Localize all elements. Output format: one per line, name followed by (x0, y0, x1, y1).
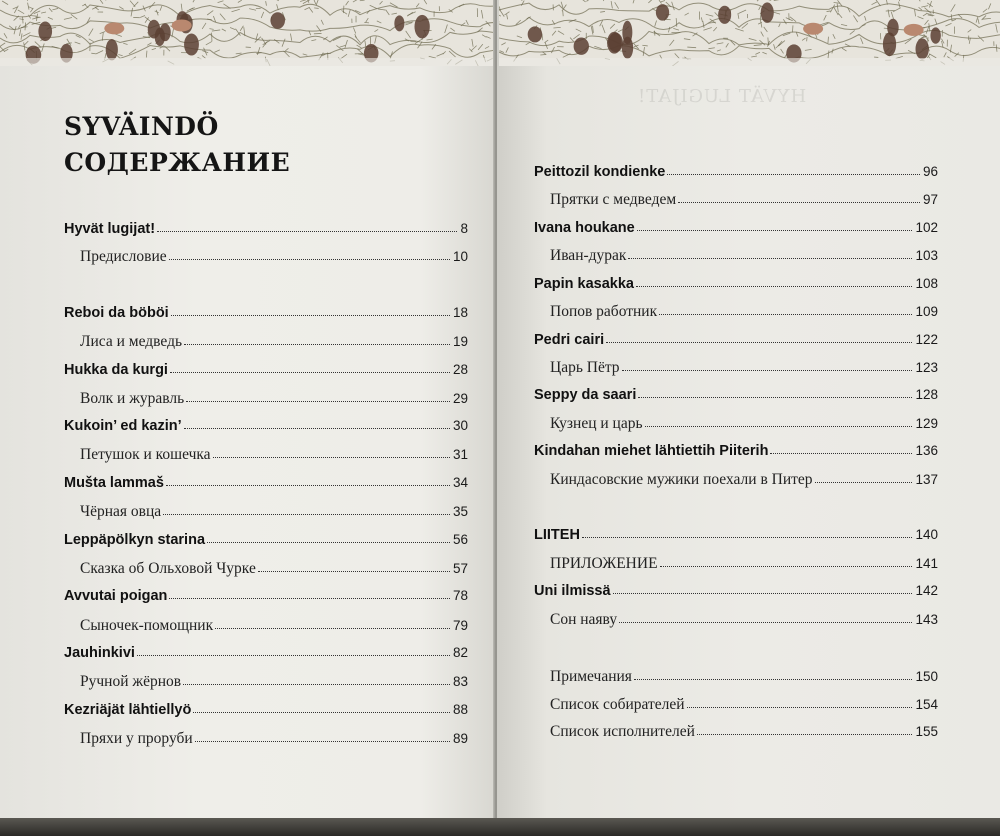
pine-cone-icon (607, 32, 621, 54)
pine-needle (828, 37, 829, 43)
toc-entry[interactable]: Papin kasakka 108 (534, 276, 938, 292)
toc-entry[interactable]: Kindahan miehet lähtiettih Piiterih 136 (534, 443, 938, 459)
toc-entry[interactable]: Киндасовские мужики поехали в Питер 137 (550, 471, 938, 488)
pine-cone-icon (184, 33, 199, 55)
pine-cone-icon (916, 38, 929, 59)
pine-cone-icon (930, 27, 940, 43)
toc-entry[interactable]: Hyvät lugijat! 8 (64, 221, 468, 237)
pine-cone-icon (394, 15, 404, 31)
toc-entry[interactable]: Чёрная овца 35 (80, 503, 468, 520)
ornament-fade (0, 58, 493, 66)
pine-cone-icon (574, 38, 589, 55)
toc-entry[interactable]: Сон наяву 143 (550, 611, 938, 628)
pine-cone-icon (656, 4, 669, 21)
toc-entry[interactable]: Список собирателей 154 (550, 696, 938, 713)
pine-needle (553, 27, 560, 28)
pine-needle (540, 54, 546, 55)
heading-russian: СОДЕРЖАНИЕ (64, 148, 291, 177)
book-edge-shadow (0, 818, 1000, 836)
bird-icon (104, 22, 124, 34)
toc-entry[interactable]: Seppy da saari 128 (534, 387, 938, 403)
toc-entry[interactable]: Сыночек-помощник 79 (80, 617, 468, 634)
toc-entry[interactable]: Uni ilmissä 142 (534, 583, 938, 599)
bird-icon (803, 23, 823, 35)
toc-entry[interactable]: Попов работник 109 (550, 303, 938, 320)
right-page (497, 0, 1000, 822)
pine-cone-icon (106, 39, 118, 60)
pine-cone-icon (155, 28, 165, 46)
toc-entry[interactable]: Avvutai poigan 78 (64, 588, 468, 604)
show-through-text: HYVÄT LUGIJAT! (637, 86, 807, 107)
toc-entry[interactable]: Петушок и кошечка 31 (80, 446, 468, 463)
toc-entry[interactable]: ПРИЛОЖЕНИЕ 141 (550, 555, 938, 572)
floral-ornament-left (0, 0, 493, 66)
pine-cone-icon (883, 32, 896, 56)
toc-entry[interactable]: Hukka da kurgi 28 (64, 362, 468, 378)
toc-entry[interactable]: Лиса и медведь 19 (80, 333, 468, 350)
bird-icon (904, 24, 924, 36)
toc-entry[interactable]: Kezriäjät lähtiellyö 88 (64, 702, 468, 718)
left-page (0, 0, 495, 822)
pine-cone-icon (38, 22, 52, 42)
toc-entry[interactable]: Кузнец и царь 129 (550, 415, 938, 432)
pine-cone-icon (528, 26, 542, 42)
toc-entry[interactable]: Pedri cairi 122 (534, 332, 938, 348)
toc-entry[interactable]: Reboi da böböi 18 (64, 305, 468, 321)
heading-karelian: SYVÄINDÖ (64, 112, 219, 141)
toc-entry[interactable]: Ivana houkane 102 (534, 220, 938, 236)
toc-entry[interactable]: Ручной жёрнов 83 (80, 673, 468, 690)
floral-ornament-right (499, 0, 1000, 66)
toc-entry[interactable]: Peittozil kondienke 96 (534, 164, 938, 180)
toc-entry[interactable]: Иван-дурак 103 (550, 247, 938, 264)
toc-entry[interactable]: Царь Пётр 123 (550, 359, 938, 376)
toc-entry[interactable]: Leppäpölkyn starina 56 (64, 532, 468, 548)
toc-entry[interactable]: Mušta lammaš 34 (64, 475, 468, 491)
ornament-fade (499, 58, 1000, 66)
bird-icon (172, 19, 192, 31)
pine-needle (360, 0, 365, 1)
pine-cone-icon (622, 37, 633, 59)
toc-entry[interactable]: Kukoin’ ed kazin’ 30 (64, 418, 468, 434)
toc-entry[interactable]: Сказка об Ольховой Чурке 57 (80, 560, 468, 577)
toc-entry[interactable]: Волк и журавль 29 (80, 390, 468, 407)
toc-entry[interactable]: Список исполнителей 155 (550, 723, 938, 740)
toc-entry[interactable]: Предисловие 10 (80, 248, 468, 265)
pine-cone-icon (718, 6, 731, 24)
pine-needle (654, 31, 655, 36)
toc-entry[interactable]: Примечания 150 (550, 668, 938, 685)
pine-cone-icon (761, 2, 774, 23)
toc-entry[interactable]: LIITEH 140 (534, 527, 938, 543)
pine-cone-icon (270, 12, 285, 29)
pine-cone-icon (415, 15, 430, 39)
toc-entry[interactable]: Прятки с медведем 97 (550, 191, 938, 208)
toc-entry[interactable]: Jauhinkivi 82 (64, 645, 468, 661)
toc-entry[interactable]: Пряхи у проруби 89 (80, 730, 468, 747)
